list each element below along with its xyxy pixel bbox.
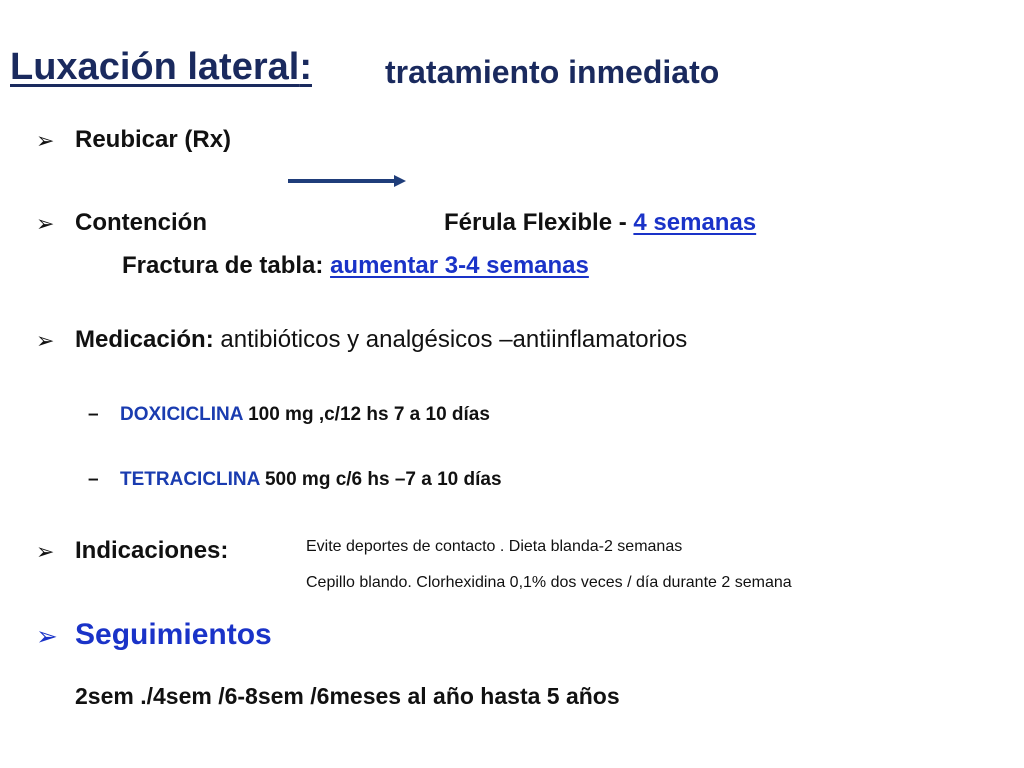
medicacion-text: antibióticos y analgésicos –antiinflamatorios: [213, 326, 688, 353]
bullet-arrow-icon: ➢: [36, 211, 55, 236]
item-medicacion: [75, 326, 687, 354]
seguimientos-schedule: 2sem ./4sem /6-8sem /6meses al año hasta 5 años: [75, 683, 620, 709]
drug-name: DOXICICLINA: [120, 404, 243, 425]
drug-name: TETRACICLINA: [120, 469, 260, 490]
ferula-text: Férula Flexible -: [444, 209, 634, 236]
item-reubicar: Reubicar (Rx): [75, 126, 232, 153]
drug-dose: 500 mg c/6 hs –7 a 10 días: [259, 469, 502, 490]
item-contencion-label: Contención: [75, 209, 207, 236]
dash-icon: –: [88, 404, 99, 425]
bullet-arrow-icon: ➢: [36, 539, 55, 564]
item-fractura: [122, 252, 589, 280]
indicaciones-line-1: Evite deportes de contacto . Dieta blanda-2 semanas: [306, 538, 683, 555]
page-title: [10, 46, 312, 89]
item-indicaciones-label: Indicaciones:: [75, 537, 229, 564]
page-subtitle: tratamiento inmediato: [385, 54, 720, 90]
indicaciones-line-2: Cepillo blando. Clorhexidina 0,1% dos veces / día durante 2 semana: [306, 574, 792, 591]
bullet-arrow-icon: ➢: [36, 621, 58, 651]
drug-dose: 100 mg ,c/12 hs 7 a 10 días: [242, 404, 490, 425]
title-colon: :: [299, 46, 312, 88]
drug-doxiciclina: [120, 404, 490, 426]
title-main-text: Luxación lateral: [10, 46, 300, 88]
medicacion-label: Medicación:: [75, 326, 214, 353]
dash-icon: –: [88, 469, 99, 490]
ferula-duration-link[interactable]: 4 semanas: [633, 209, 757, 236]
item-ferula: [444, 209, 756, 237]
bullet-arrow-icon: ➢: [36, 128, 55, 153]
right-arrow-icon: [286, 172, 408, 190]
bullet-arrow-icon: ➢: [36, 328, 55, 353]
drug-tetraciclina: [120, 469, 502, 491]
item-seguimientos-label: Seguimientos: [75, 618, 272, 651]
fractura-text: Fractura de tabla:: [122, 252, 331, 279]
fractura-duration-link[interactable]: aumentar 3-4 semanas: [330, 252, 589, 279]
